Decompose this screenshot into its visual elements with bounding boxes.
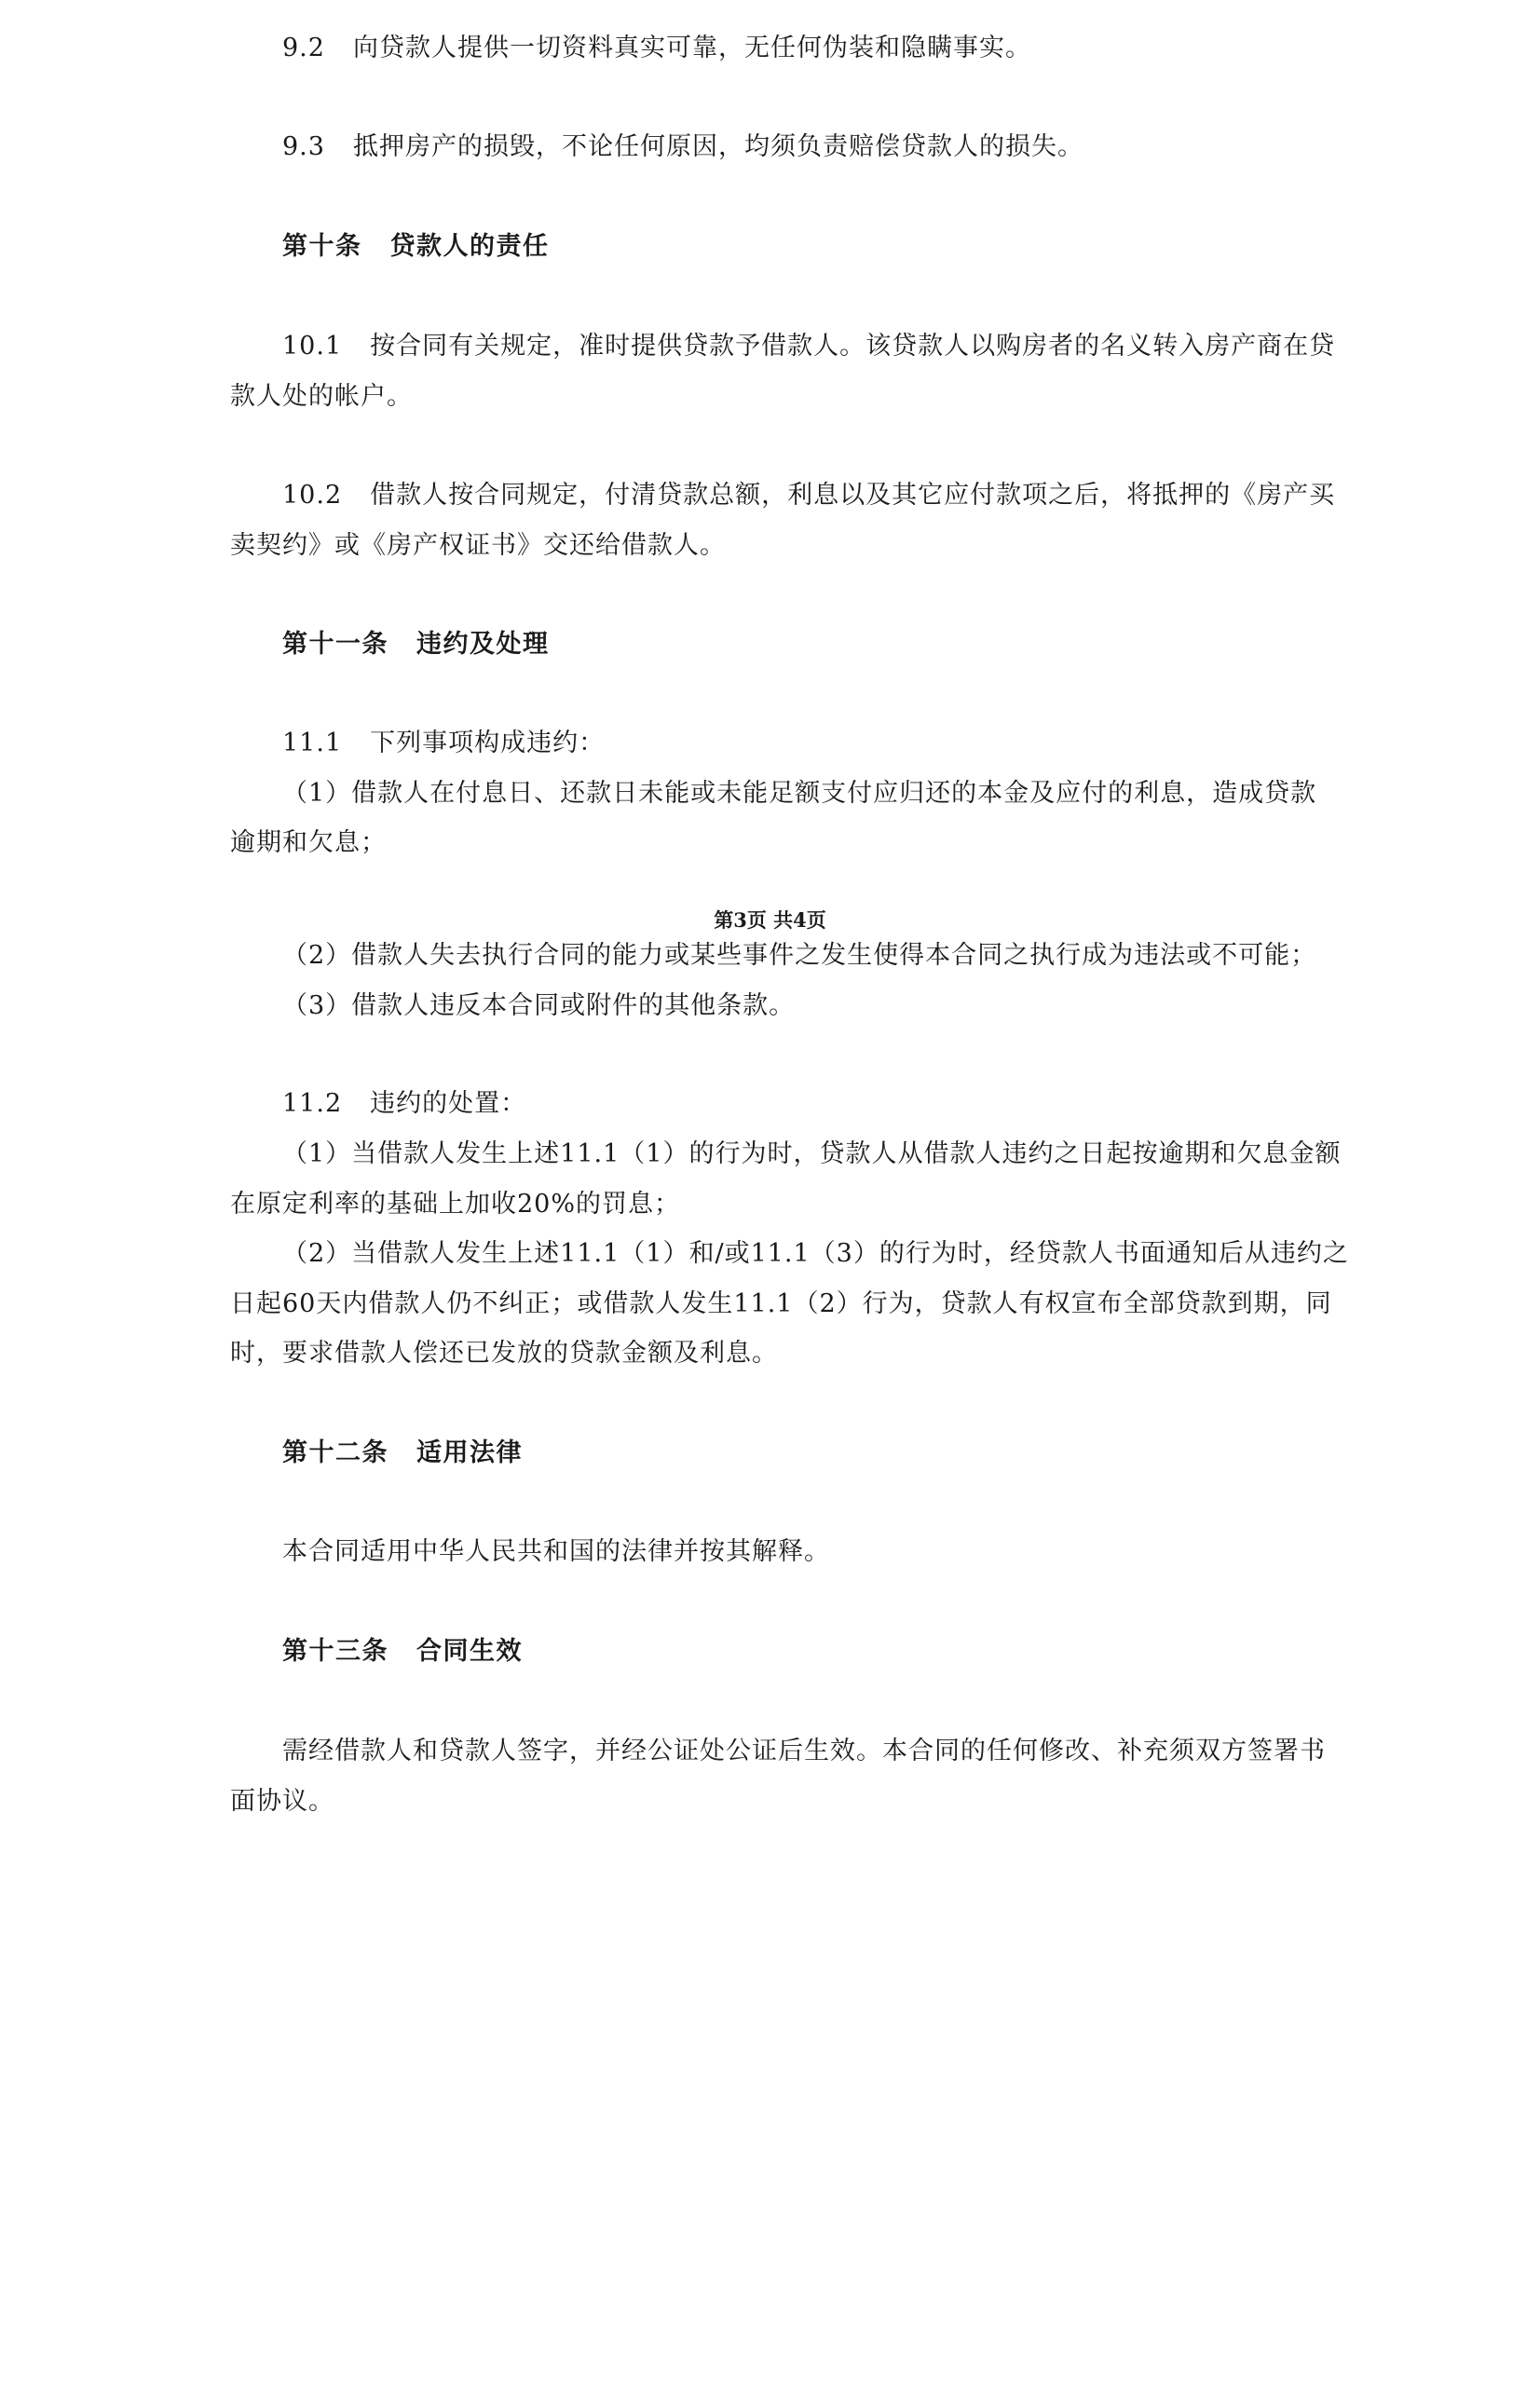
clause-11-2: [282, 1085, 526, 1123]
clause-10-1-line1: [282, 328, 1335, 365]
clause-11-2-item2-line3: 时，要求借款人偿还已发放的贷款金额及利息。: [230, 1339, 778, 1368]
article-13-text-line1: 需经借款人和贷款人签字，并经公证处公证后生效。本合同的任何修改、补充须双方签署书: [282, 1737, 1326, 1765]
clause-11-1-item1-line1: （1）借款人在付息日、还款日未能或未能足额支付应归还的本金及应付的利息，造成贷款: [282, 779, 1317, 808]
clause-10-2-line2: 卖契约》或《房产权证书》交还给借款人。: [230, 531, 726, 560]
clause-text: 违约的处置：: [370, 1089, 527, 1118]
article-13-heading: [282, 1633, 523, 1670]
clause-11-1-item1-line2: 逾期和欠息；: [230, 828, 387, 857]
clause-11-2-item2-line2: 日起60天内借款人仍不纠正；或借款人发生11.1（2）行为，贷款人有权宣布全部贷款到期，同: [230, 1289, 1332, 1318]
clause-11-1-item3: （3）借款人违反本合同或附件的其他条款。: [282, 991, 796, 1020]
clause-text: 按合同有关规定，准时提供贷款予借款人。该贷款人以购房者的名义转入房产商在贷: [370, 332, 1336, 361]
clause-number: 11.2: [282, 1089, 343, 1118]
clause-number: 9.3: [282, 132, 325, 161]
page-footer: 第3页 共4页: [714, 908, 826, 932]
clause-10-1-line2: 款人处的帐户。: [230, 382, 413, 411]
clause-text: 下列事项构成违约：: [370, 729, 606, 757]
clause-11-2-item2-line1: （2）当借款人发生上述11.1（1）和/或11.1（3）的行为时，经贷款人书面通知后从违约之: [282, 1239, 1349, 1268]
clause-text: 向贷款人提供一切资料真实可靠，无任何伪装和隐瞒事实。: [352, 34, 1031, 62]
clause-number: 10.2: [282, 481, 343, 510]
article-title: 合同生效: [416, 1637, 523, 1666]
clause-9-2: [282, 30, 1031, 67]
article-10-heading: [282, 228, 550, 266]
clause-number: 9.2: [282, 34, 325, 62]
article-12-text: 本合同适用中华人民共和国的法律并按其解释。: [282, 1537, 830, 1566]
article-12-heading: [282, 1435, 523, 1472]
article-title: 适用法律: [416, 1438, 523, 1467]
article-number: 第十一条: [282, 630, 388, 659]
clause-11-1-item2: （2）借款人失去执行合同的能力或某些事件之发生使得本合同之执行成为违法或不可能；: [282, 941, 1317, 970]
clause-11-1: [282, 725, 605, 762]
clause-number: 11.1: [282, 729, 343, 757]
clause-number: 10.1: [282, 332, 343, 361]
clause-10-2-line1: [282, 477, 1335, 514]
clause-text: 抵押房产的损毁，不论任何原因，均须负责赔偿贷款人的损失。: [352, 132, 1083, 161]
article-title: 违约及处理: [416, 630, 550, 659]
clause-text: 借款人按合同规定，付清贷款总额，利息以及其它应付款项之后，将抵押的《房产买: [370, 481, 1336, 510]
article-11-heading: [282, 626, 550, 663]
clause-11-2-item1-line1: （1）当借款人发生上述11.1（1）的行为时，贷款人从借款人违约之日起按逾期和欠息金额: [282, 1139, 1342, 1168]
clause-11-2-item1-line2: 在原定利率的基础上加收20%的罚息；: [230, 1190, 681, 1219]
article-number: 第十三条: [282, 1637, 388, 1666]
article-13-text-line2: 面协议。: [230, 1787, 334, 1816]
article-number: 第十二条: [282, 1438, 388, 1467]
article-title: 贷款人的责任: [389, 232, 550, 261]
clause-9-3: [282, 129, 1083, 166]
article-number: 第十条: [282, 232, 362, 261]
